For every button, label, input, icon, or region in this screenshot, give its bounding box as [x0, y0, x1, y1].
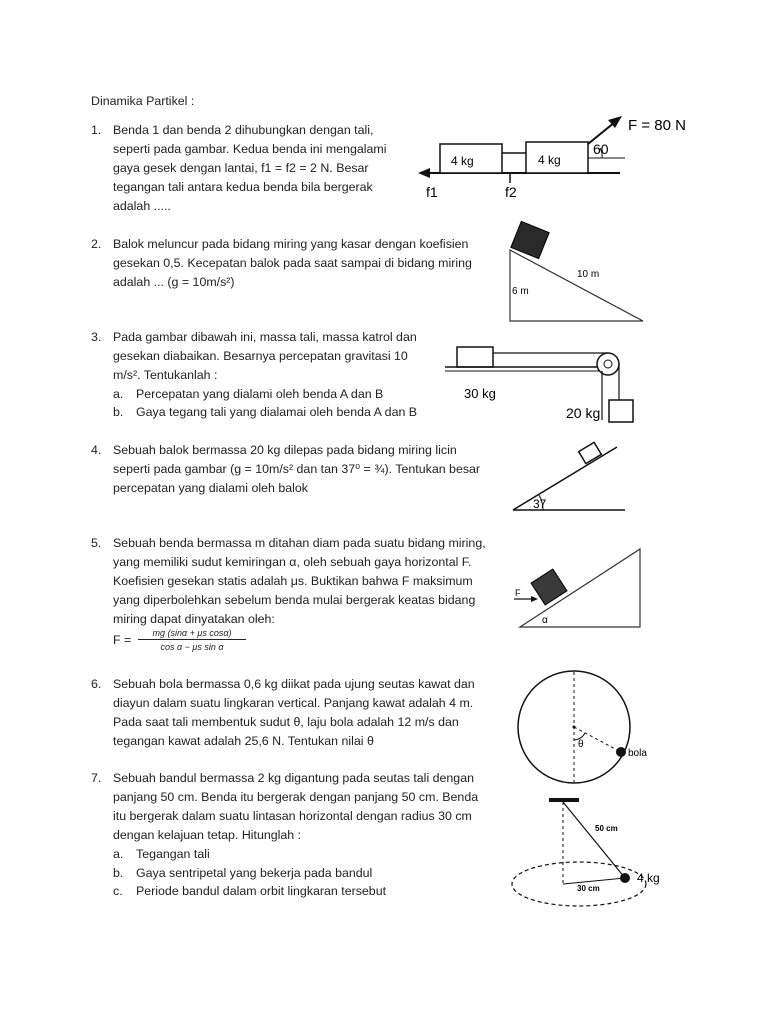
height-label: 6 m: [512, 286, 529, 297]
incline-triangle: [510, 250, 643, 321]
q1-line: adalah .....: [113, 199, 171, 213]
q6-line: tegangan kawat adalah 25,6 N. Tentukan nilai θ: [113, 734, 374, 748]
pendulum-string: [563, 802, 625, 878]
ball-label: bola: [628, 748, 647, 759]
q1-figure: [410, 108, 710, 208]
q7-line: panjang 50 cm. Benda itu bergerak dengan panjang 50 cm. Benda: [113, 790, 479, 804]
q3-figure: [440, 340, 650, 430]
force-arrowhead: [531, 596, 538, 602]
q6-line: Sebuah bola bermassa 0,6 kg diikat pada ujung seutas kawat dan: [113, 677, 475, 691]
q7-item-text: Gaya sentripetal yang bekerja pada bandul: [136, 866, 373, 880]
q6-figure: [515, 668, 665, 786]
mass-a-label: 30 kg: [464, 386, 496, 401]
q7-line: itu bergerak dalam suatu lintasan horizontal dengan radius 30 cm: [113, 809, 472, 823]
q4-line: Sebuah balok bermassa 20 kg dilepas pada bidang miring licin: [113, 443, 457, 457]
q7-line: dengan kelajuan tetap. Hitunglah :: [113, 828, 302, 842]
q4-line: seperti pada gambar (g = 10m/s² dan tan 37⁰ = ¾). Tentukan besar: [113, 462, 481, 476]
q7-item-mark: b.: [113, 866, 124, 880]
q1-line: Benda 1 dan benda 2 dihubungkan dengan tali,: [113, 123, 374, 137]
angle-label: α: [542, 615, 548, 626]
block-b: [609, 400, 633, 422]
q5-line: yang diperbolehkan sebelum benda mulai bergerak keatas bidang: [113, 593, 476, 607]
block: [579, 442, 602, 463]
angle-label: θ: [578, 739, 584, 750]
force-label: F: [515, 588, 521, 598]
q5-line: yang memiliki sudut kemiringan α, oleh sebuah gaya horizontal F.: [113, 555, 472, 569]
q4-figure: [505, 432, 635, 517]
formula-numerator: mg (sinα + μs cosα): [138, 628, 246, 640]
q1-number: 1.: [91, 123, 102, 137]
mass-2-label: 4 kg: [538, 153, 561, 167]
bob: [620, 873, 630, 883]
mass-1-label: 4 kg: [451, 154, 474, 168]
block-a: [457, 347, 493, 367]
center-point: [573, 726, 576, 729]
string-length-label: 50 cm: [595, 824, 618, 833]
q7-item-mark: c.: [113, 884, 123, 898]
formula-denominator: cos α − μs sin α: [160, 642, 224, 652]
hypotenuse-label: 10 m: [577, 269, 600, 280]
q4-line: percepatan yang dialami oleh balok: [113, 481, 308, 495]
q2-number: 2.: [91, 237, 102, 251]
q2-line: adalah ... (g = 10m/s²): [113, 275, 235, 289]
q6-line: Pada saat tali membentuk sudut θ, laju bola adalah 12 m/s dan: [113, 715, 459, 729]
q3-item-mark: a.: [113, 387, 124, 401]
f1-label: f1: [426, 184, 438, 200]
q3-item-text: Gaya tegang tali yang dialamai oleh benda A dan B: [136, 405, 418, 419]
q1-line: gaya gesek dengan lantai, f1 = f2 = 2 N. Besar: [113, 161, 369, 175]
q6-line: diayun dalam suatu lingkaran vertical. Panjang kawat adalah 4 m.: [113, 696, 474, 710]
q3-line: m/s². Tentukanlah :: [113, 368, 218, 382]
q3-number: 3.: [91, 330, 102, 344]
q3-line: gesekan diabaikan. Besarnya percepatan gravitasi 10: [113, 349, 408, 363]
q5-line: miring dapat dinyatakan oleh:: [113, 612, 275, 626]
force-label: F = 80 N: [628, 117, 686, 134]
page-title: Dinamika Partikel :: [91, 94, 195, 108]
q3-line: Pada gambar dibawah ini, massa tali, massa katrol dan: [113, 330, 417, 344]
radius-label: 30 cm: [577, 884, 600, 893]
angle-label: 37: [533, 497, 547, 511]
q5-number: 5.: [91, 536, 102, 550]
mass-label: 4 kg: [637, 871, 660, 885]
q7-item-mark: a.: [113, 847, 124, 861]
q7-number: 7.: [91, 771, 102, 785]
q7-figure: [505, 792, 680, 912]
q5-line: Koefisien gesekan statis adalah μs. Buktikan bahwa F maksimum: [113, 574, 473, 588]
incline-line: [513, 447, 617, 510]
q7-line: Sebuah bandul bermassa 2 kg digantung pada seutas tali dengan: [113, 771, 474, 785]
q1-line: tegangan tali antara kedua benda bila bergerak: [113, 180, 373, 194]
angle-label: 60: [593, 141, 609, 157]
f2-label: f2: [505, 184, 517, 200]
q2-line: gesekan 0,5. Kecepatan balok pada saat sampai di bidang miring: [113, 256, 472, 270]
q2-figure: [505, 218, 655, 328]
q5-figure: [512, 545, 647, 630]
ceiling-support: [549, 798, 579, 802]
q7-item-text: Periode bandul dalam orbit lingkaran tersebut: [136, 884, 387, 898]
q6-number: 6.: [91, 677, 102, 691]
f1-arrowhead: [418, 168, 430, 178]
q2-line: Balok meluncur pada bidang miring yang kasar dengan koefisien: [113, 237, 469, 251]
formula-lhs: F =: [113, 633, 132, 647]
q4-number: 4.: [91, 443, 102, 457]
pulley-axle: [604, 360, 612, 368]
q7-item-text: Tegangan tali: [136, 847, 210, 861]
q3-item-mark: b.: [113, 405, 124, 419]
mass-b-label: 20 kg: [566, 405, 601, 421]
ball: [616, 747, 626, 757]
q5-line: Sebuah benda bermassa m ditahan diam pada suatu bidang miring,: [113, 536, 486, 550]
q1-line: seperti pada gambar. Kedua benda ini mengalami: [113, 142, 387, 156]
q3-item-text: Percepatan yang dialami oleh benda A dan B: [136, 387, 384, 401]
